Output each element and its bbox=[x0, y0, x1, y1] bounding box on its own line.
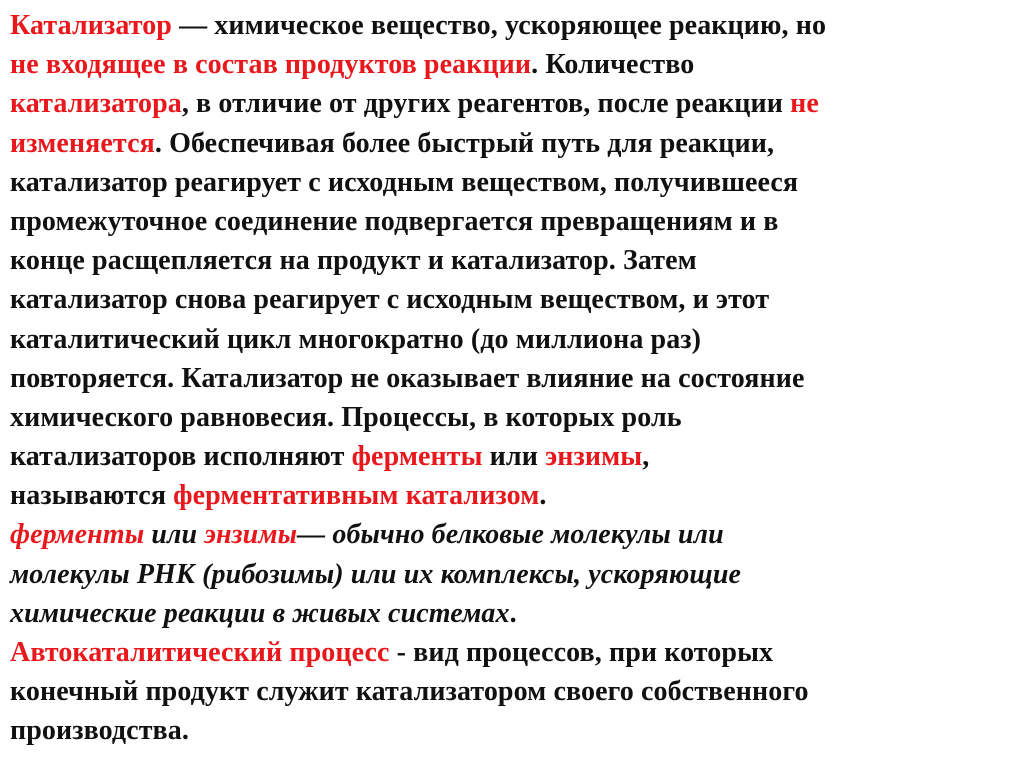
text-segment: . Обеспечивая более быстрый путь для реакции, bbox=[154, 127, 775, 159]
highlighted-term: Автокаталитический процесс bbox=[10, 637, 390, 668]
text-segment: называются bbox=[10, 480, 174, 512]
text-line bbox=[10, 280, 826, 319]
text-segment: катализатор снова реагирует с исходным веществом, и этот bbox=[10, 284, 770, 316]
text-segment: химического равновесия. Процессы, в которых роль bbox=[10, 401, 682, 433]
text-segment: . bbox=[539, 480, 547, 512]
text-line bbox=[10, 6, 826, 45]
text-segment: промежуточное соединение подвергается превращениям и в bbox=[10, 205, 779, 237]
text-segment: повторяется. Катализатор не оказывает влияние на состояние bbox=[10, 362, 805, 394]
text-line bbox=[10, 359, 826, 398]
highlighted-term: энзимы bbox=[545, 441, 643, 473]
text-line bbox=[10, 711, 826, 750]
text-segment: , bbox=[642, 441, 650, 473]
highlighted-term: Катализатор bbox=[10, 10, 172, 41]
text-line bbox=[10, 555, 826, 594]
highlighted-term: изменяется bbox=[10, 127, 155, 159]
slide bbox=[10, 6, 1014, 761]
text-segment: катализатор реагирует с исходным веществом, получившееся bbox=[10, 166, 799, 198]
text-line bbox=[10, 163, 826, 202]
text-segment: производства. bbox=[10, 715, 189, 747]
highlighted-term: ферменты bbox=[10, 519, 145, 551]
text-segment: — обычно белковые молекулы или bbox=[297, 519, 724, 551]
text-segment: или bbox=[144, 519, 205, 551]
text-segment: или bbox=[482, 441, 546, 473]
text-segment: — химическое вещество, ускоряющее реакцию, но bbox=[171, 10, 827, 41]
text-line bbox=[10, 437, 826, 476]
highlighted-term: энзимы bbox=[204, 519, 298, 551]
text-line bbox=[10, 476, 826, 515]
text-segment: конце расщепляется на продукт и катализатор. Затем bbox=[10, 245, 697, 277]
text-line bbox=[10, 124, 826, 163]
text-line bbox=[10, 202, 826, 241]
text-segment: химические реакции в живых системах bbox=[10, 597, 510, 629]
text-line bbox=[10, 320, 826, 359]
text-segment: . Количество bbox=[531, 49, 695, 81]
text-line bbox=[10, 594, 826, 633]
text-segment: молекулы РНК (рибозимы) или их комплексы, ускоряющие bbox=[10, 558, 742, 590]
text-segment: - вид процессов, при которых bbox=[389, 637, 774, 668]
body-text bbox=[10, 6, 826, 751]
text-segment: конечный продукт служит катализатором своего собственного bbox=[10, 676, 809, 708]
highlighted-term: ферментативным катализом bbox=[173, 480, 540, 512]
text-line bbox=[10, 515, 826, 554]
text-line bbox=[10, 45, 826, 84]
highlighted-term: не bbox=[790, 88, 819, 120]
text-line bbox=[10, 84, 826, 123]
highlighted-term: катализатора bbox=[10, 88, 182, 120]
text-line bbox=[10, 672, 826, 711]
text-segment: . bbox=[509, 597, 517, 629]
text-segment: катализаторов исполняют bbox=[10, 441, 352, 473]
text-line bbox=[10, 241, 826, 280]
text-line bbox=[10, 398, 826, 437]
text-segment: каталитический цикл многократно (до миллиона раз) bbox=[10, 323, 702, 355]
highlighted-term: не входящее в состав продуктов реакции bbox=[10, 49, 532, 81]
text-line bbox=[10, 633, 826, 672]
highlighted-term: ферменты bbox=[351, 441, 483, 473]
text-segment: , в отличие от других реагентов, после реакции bbox=[181, 88, 791, 120]
